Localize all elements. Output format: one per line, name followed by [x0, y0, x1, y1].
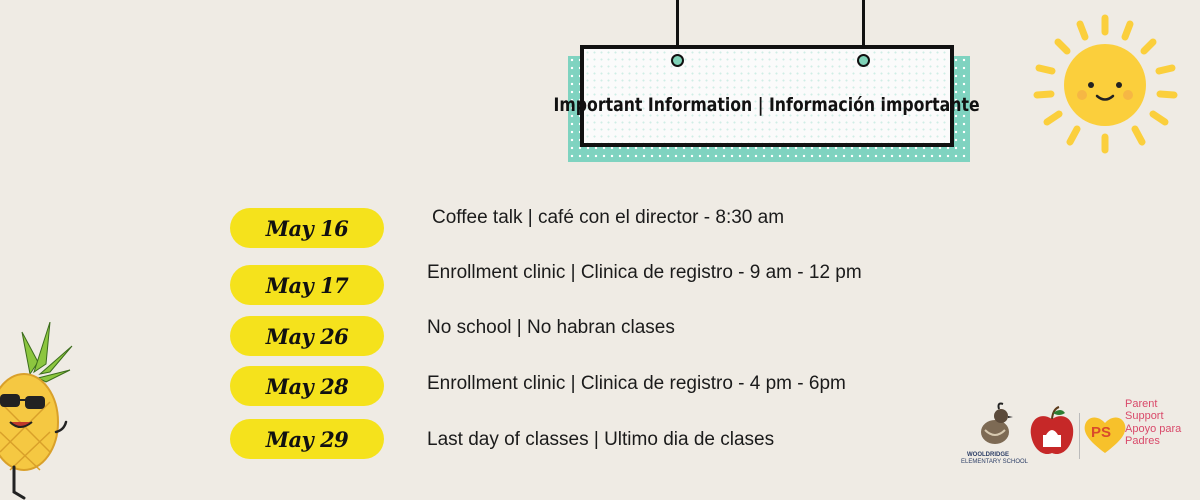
date-pill: [230, 316, 384, 356]
sun-icon: [1025, 10, 1190, 165]
page-title: Important Information | Información importante: [553, 94, 981, 116]
date-label: May 28: [265, 373, 349, 399]
sponsor-logos: [955, 395, 1195, 470]
date-pill: [230, 366, 384, 406]
sign-pin-right: [857, 54, 870, 67]
ps-badge: PS: [1091, 424, 1112, 441]
pineapple-icon: [0, 322, 80, 500]
ps-line-4: Padres: [1125, 435, 1160, 447]
quail-icon: [975, 400, 1015, 450]
apple-capitol-icon: [1029, 405, 1075, 457]
date-label: May 26: [265, 323, 349, 349]
ps-line-1: Parent: [1125, 398, 1158, 410]
date-pill: [230, 419, 384, 459]
school-subtitle: ELEMENTARY SCHOOL: [961, 459, 1029, 465]
logo-divider: [1079, 413, 1080, 459]
event-text: Coffee talk | café con el director - 8:30 am: [432, 207, 785, 228]
ps-line-2: Support: [1125, 410, 1164, 422]
school-name: WOOLDRIDGE: [967, 452, 1009, 458]
date-label: May 29: [265, 426, 349, 452]
date-label: May 17: [265, 272, 349, 298]
date-label: May 16: [265, 215, 349, 241]
event-text: Enrollment clinic | Clinica de registro - 9 am - 12 pm: [427, 262, 862, 283]
event-text: Enrollment clinic | Clinica de registro - 4 pm - 6pm: [427, 373, 846, 394]
date-pill: [230, 208, 384, 248]
event-text: No school | No habran clases: [427, 317, 675, 338]
sign-pin-left: [671, 54, 684, 67]
info-sign: [553, 45, 981, 147]
ps-line-3: Apoyo para: [1125, 423, 1182, 435]
date-pill: [230, 265, 384, 305]
event-text: Last day of classes | Ultimo dia de clases: [427, 429, 775, 450]
